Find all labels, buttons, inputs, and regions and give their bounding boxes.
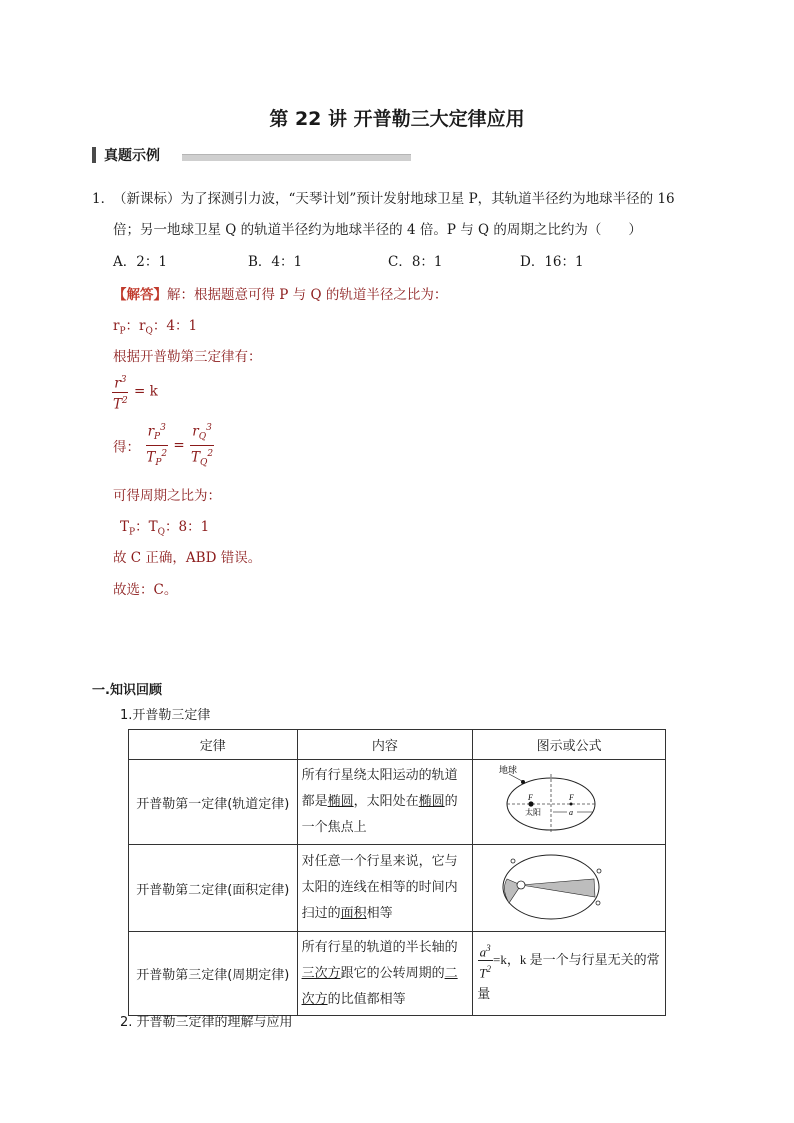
semi-axis-label: a — [569, 808, 574, 817]
section-rule — [182, 154, 411, 161]
a3-over-t2-fraction: $\frac{a^3}{T^2}$ — [477, 940, 493, 982]
subheading-laws: 1.开普勒三定律 — [120, 708, 211, 723]
section-marker — [92, 147, 96, 163]
option-d: D．16：1 — [520, 254, 584, 270]
focus-label-right: F — [569, 793, 575, 802]
sun-label: 太阳 — [525, 808, 542, 817]
law-name: 开普勒第三定律(周期定律) — [129, 932, 298, 1016]
radius-ratio — [113, 314, 197, 337]
table-row — [129, 760, 666, 845]
orbit-ellipse-figure — [473, 760, 666, 845]
formula-k-fraction: $\frac{r^3}{T^2}$ — [111, 372, 130, 412]
kepler-laws-table — [128, 729, 666, 1016]
subheading-application: 2. 开普勒三定律的理解与应用 — [120, 1015, 293, 1030]
content-text: 的一个焦点上 — [301, 794, 458, 835]
period-ratio-q: ：$T_Q$ — [135, 519, 165, 538]
period-law-formula — [473, 932, 666, 1016]
content-text: 对任意一个行星来说，它与太阳的连线在相等的时间内扫过的 — [301, 854, 458, 921]
knowledge-heading: 一.知识回顾 — [92, 683, 162, 698]
radius-ratio-value: ：4：1 — [152, 318, 198, 334]
content-text: 所有行星的轨道的半长轴的 — [301, 939, 458, 955]
formula-k — [111, 372, 158, 412]
period-ratio-value: ：8：1 — [164, 519, 210, 535]
earth-label: 地球 — [499, 765, 518, 775]
kepler-line: 根据开普勒第三定律有： — [113, 349, 262, 365]
content-underlined: 面积 — [340, 906, 367, 921]
equals-sign: = — [173, 437, 185, 454]
area-diagram — [473, 845, 627, 927]
content-underlined: 三次方 — [301, 965, 341, 981]
answer: 故选：C。 — [113, 582, 178, 598]
solution-tag: 【解答】 — [113, 287, 167, 303]
period-ratio — [120, 515, 209, 538]
question-number: 1． — [92, 191, 115, 207]
table-row — [129, 845, 666, 932]
option-c: C．8：1 — [388, 254, 443, 270]
area-law-figure — [473, 845, 666, 932]
content-text: ，太阳处在 — [353, 794, 419, 809]
formula-k-equals: = k — [134, 383, 158, 400]
ellipse-diagram — [473, 760, 627, 840]
content-text: 所有行星绕太阳运动的轨道都是 — [301, 768, 458, 809]
option-a: A．2：1 — [113, 254, 167, 270]
content-underlined: 二次方 — [301, 965, 458, 1007]
law-name: 开普勒第一定律(轨道定律) — [129, 760, 298, 845]
content-underlined: 椭圆 — [418, 794, 445, 809]
law-content — [297, 932, 473, 1016]
derived-formula — [113, 420, 215, 471]
focus-label-left: F — [528, 793, 534, 802]
table-header-row — [129, 730, 666, 760]
question-line-2: 倍；另一地球卫星 Q 的轨道半径约为地球半径的 4 倍。P 与 Q 的周期之比约为（ ） — [113, 222, 642, 238]
radius-ratio-q: ：$r_Q$ — [125, 318, 153, 337]
period-ratio-p: $T_P$ — [120, 519, 136, 538]
fraction-p: $\frac{r_P^3}{T_P^2}$ — [144, 420, 169, 471]
law-name: 开普勒第二定律(面积定律) — [129, 845, 298, 932]
law-content — [297, 845, 473, 932]
page-title: 第 22 讲 开普勒三大定律应用 — [269, 108, 525, 130]
section-heading: 真题示例 — [104, 148, 160, 164]
solution-intro — [113, 283, 447, 303]
fraction-q: $\frac{r_Q^3}{T_Q^2}$ — [189, 420, 215, 471]
solution-intro-text: 解：根据题意可得 P 与 Q 的轨道半径之比为： — [167, 287, 448, 303]
header-figure: 图示或公式 — [473, 730, 666, 760]
law-content — [297, 760, 473, 845]
conclusion: 故 C 正确，ABD 错误。 — [113, 550, 262, 566]
table-row — [129, 932, 666, 1016]
content-text: 跟它的公转周期的 — [340, 965, 445, 981]
period-law-formula-text: =k，k 是一个与行星无关的常量 — [477, 951, 660, 1002]
header-content: 内容 — [297, 730, 473, 760]
content-text: 的比值都相等 — [327, 991, 406, 1007]
derived-get: 得： — [113, 439, 140, 456]
option-b: B．4：1 — [248, 254, 303, 270]
content-underlined: 椭圆 — [327, 794, 354, 809]
content-text: 相等 — [366, 906, 393, 921]
header-law: 定律 — [129, 730, 298, 760]
radius-ratio-p: $r_P$ — [113, 318, 126, 337]
period-line: 可得周期之比为： — [113, 488, 221, 504]
question-line-1: （新课标）为了探测引力波，“天琴计划”预计发射地球卫星 P，其轨道半径约为地球半径的 16 — [113, 191, 675, 207]
